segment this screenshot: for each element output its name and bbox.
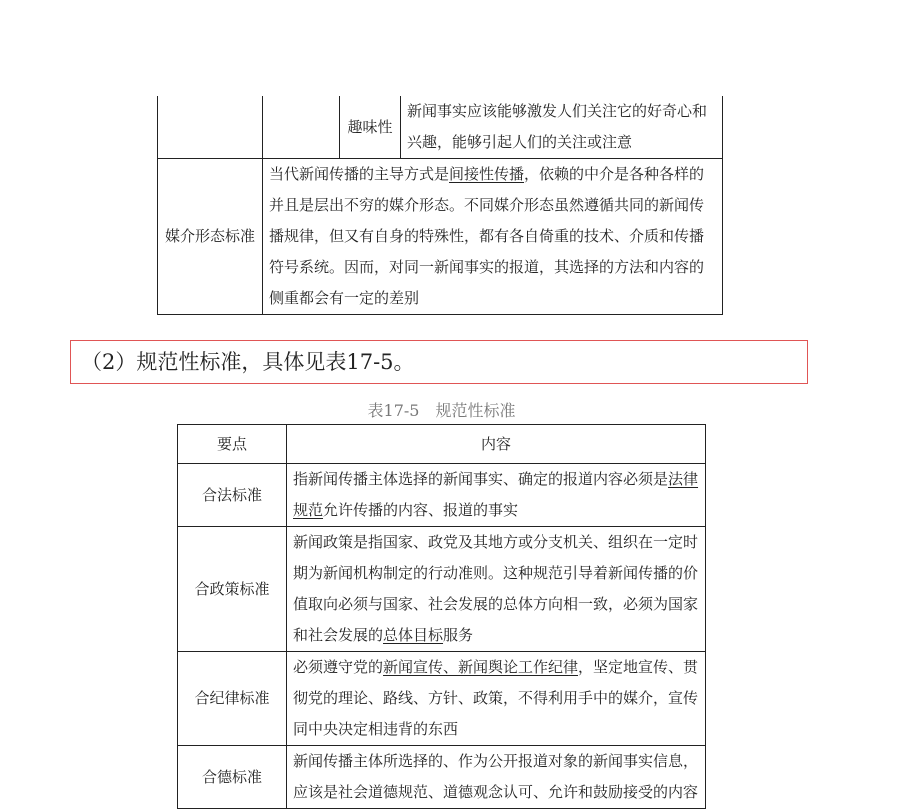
table-row [178, 464, 706, 527]
key-term: 总体目标 [383, 626, 444, 644]
row-content: 新闻事实应该能够激发人们关注它的好奇心和兴趣，能够引起人们的关注或注意 [401, 96, 723, 159]
row-content: 指新闻传播主体选择的新闻事实、确定的报道内容必须是法律规范允许传播的内容、报道的事实 [287, 464, 706, 527]
previous-table [157, 96, 723, 315]
row-label: 合政策标准 [178, 527, 287, 652]
key-term: 法律规范 [293, 470, 699, 519]
row-content: 新闻传播主体所选择的、作为公开报道对象的新闻事实信息，应该是社会道德规范、道德观念认可、允许和鼓励接受的内容 [287, 746, 706, 809]
table-row [178, 527, 706, 652]
row-label: 合法标准 [178, 464, 287, 527]
row-label: 媒介形态标准 [158, 159, 263, 315]
row-label: 合德标准 [178, 746, 287, 809]
table-row [158, 96, 723, 159]
row-content: 当代新闻传播的主导方式是间接性传播，依赖的中介是各种各样的并且是层出不穷的媒介形态。不同媒介形态虽然遵循共同的新闻传播规律，但又有自身的特殊性，都有各自倚重的技术、介质和传播符号系统。因而，对同一新闻事实的报道，其选择的方法和内容的侧重都会有一定的差别 [263, 159, 723, 315]
table-caption: 表17-5 规范性标准 [367, 401, 516, 420]
column-header: 内容 [287, 425, 706, 464]
normative-standards-table [177, 424, 706, 809]
table-cell [263, 96, 340, 159]
table-cell [158, 96, 263, 159]
row-content: 新闻政策是指国家、政党及其地方或分支机关、组织在一定时期为新闻机构制定的行动准则。这种规范引导着新闻传播的价值取向必须与国家、社会发展的总体方向相一致，必须为国家和社会发展的总体目标服务 [287, 527, 706, 652]
key-term: 间接性传播 [449, 165, 525, 183]
row-label: 趣味性 [340, 96, 401, 159]
column-header: 要点 [178, 425, 287, 464]
table-row [178, 652, 706, 746]
key-term: 新闻宣传、新闻舆论工作纪律 [383, 658, 579, 676]
section-heading: （2）规范性标准，具体见表17-5。 [70, 340, 808, 384]
table-row [158, 159, 723, 315]
row-content: 必须遵守党的新闻宣传、新闻舆论工作纪律，坚定地宣传、贯彻党的理论、路线、方针、政策，不得利用手中的媒介，宣传同中央决定相违背的东西 [287, 652, 706, 746]
table-header-row [178, 425, 706, 464]
table-row [178, 746, 706, 809]
row-label: 合纪律标准 [178, 652, 287, 746]
